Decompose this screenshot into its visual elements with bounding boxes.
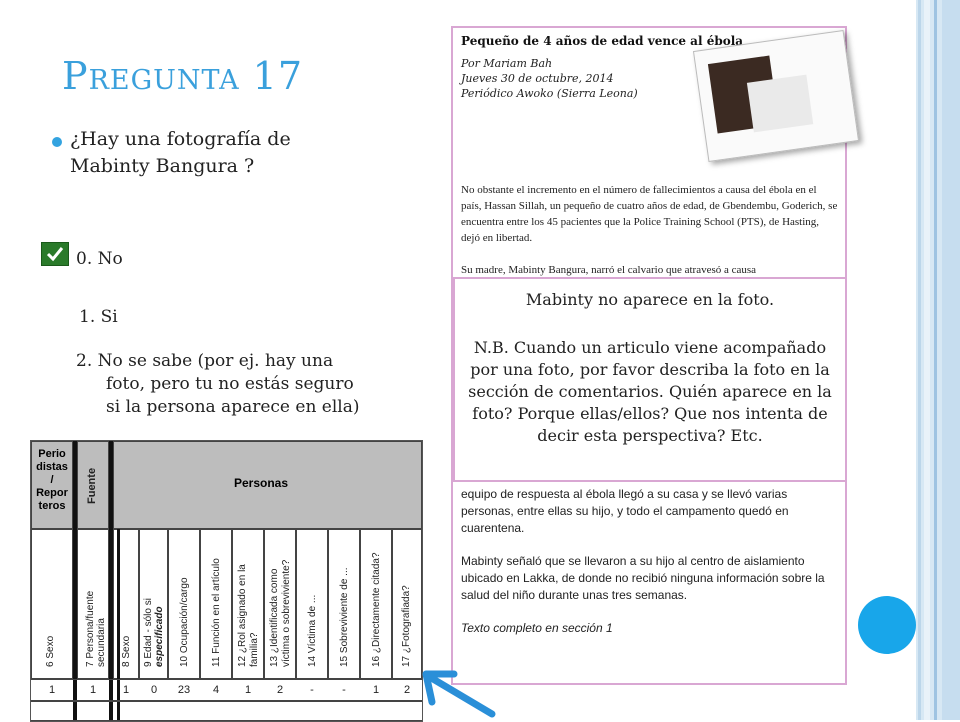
col-label-7b: secundaria	[96, 618, 107, 667]
overlay-note	[453, 277, 847, 482]
right-decorative-bar	[916, 0, 960, 720]
option-2	[76, 350, 386, 419]
slide-title: Pregunta 17	[62, 54, 304, 98]
header-periodistas-l4: Repor	[36, 487, 68, 499]
col-label-13b: víctima o sobreviviente?	[281, 559, 292, 667]
col-label-14: 14 Víctima de ...	[307, 594, 318, 667]
value-12: 1	[244, 684, 252, 696]
col-label-6: 6 Sexo	[45, 635, 56, 667]
value-11: 4	[212, 684, 220, 696]
article-source: Periódico Awoko (Sierra Leona)	[461, 87, 638, 100]
article-title: Pequeño de 4 años de edad vence al ébola	[461, 34, 744, 48]
value-15: -	[342, 684, 346, 696]
decorative-circle	[858, 596, 916, 654]
col-label-12a: 12 ¿Rol asignado en la	[237, 564, 248, 667]
option-0: 0. No	[76, 249, 123, 269]
value-8: 1	[122, 684, 130, 696]
option-2-line-3: si la persona aparece en ella)	[106, 397, 360, 417]
article-paragraph-2: Su madre, Mabinty Bangura, narró el calvario que atravesó a causa	[461, 264, 757, 276]
value-10: 23	[177, 684, 191, 696]
value-16: 1	[372, 684, 380, 696]
article-author: Por Mariam Bah	[461, 57, 553, 70]
col-label-11: 11 Función en el artículo	[211, 558, 222, 667]
header-periodistas-l2: distas	[36, 461, 68, 473]
article-meta	[461, 56, 638, 101]
value-13: 2	[276, 684, 284, 696]
col-label-10: 10 Ocupación/cargo	[179, 577, 190, 667]
bullet-icon	[52, 137, 62, 147]
option-2-line-1: 2. No se sabe (por ej. hay una	[76, 351, 334, 371]
article-body-bottom	[461, 486, 831, 653]
overlay-line-2: N.B. Cuando un articulo viene acompañado por una foto, por favor describa la foto en la sección de comentarios. Quién aparece en la foto? Porque ellas/ellos? Que nos intenta de decir esta perspectiva? Etc.	[468, 338, 832, 445]
article-paragraph-3: equipo de respuesta al ébola llegó a su casa y se llevó varias personas, entre ellas su hijo, y todo el campamento quedó en cuarentena.	[461, 487, 789, 535]
article-paragraph-4: Mabinty señaló que se llevaron a su hijo al centro de aislamiento ubicado en Lakka, de donde no recibió ninguna información sobre la salud del niño durante unas tres semanas.	[461, 554, 825, 602]
checkmark-icon	[41, 242, 69, 266]
col-label-16: 16 ¿Directamente citada?	[371, 552, 382, 667]
col-label-13a: 13 ¿Identificada como	[269, 568, 280, 667]
col-label-12b: familia?	[249, 632, 260, 667]
col-label-9b: especificado	[154, 606, 165, 667]
header-periodistas-l5: teros	[38, 500, 66, 512]
article-paragraph-5: Texto completo en sección 1	[461, 621, 613, 635]
option-2-line-2: foto, pero tu no estás seguro	[106, 374, 354, 394]
value-14: -	[310, 684, 314, 696]
header-fuente-label: Fuente	[86, 467, 98, 504]
option-1: 1. Si	[79, 307, 118, 327]
col-label-9a: 9 Edad - sólo si	[143, 598, 154, 667]
value-9: 0	[150, 684, 158, 696]
value-7: 1	[89, 684, 97, 696]
header-periodistas-l1: Perio	[38, 448, 66, 460]
article-paragraph-1: No obstante el incremento en el número de fallecimientos a causa del ébola en el país, Hassan Sillah, un pequeño de cuatro años de edad, de Gbendembu, Goderich, se encuentra entre los 45 pacientes que la Police Training School (PTS), de Hasting, dejó en libertad.	[461, 184, 838, 244]
col-label-17: 17 ¿Fotografiada?	[401, 585, 412, 667]
overlay-line-1: Mabinty no aparece en la foto.	[525, 290, 775, 309]
col-label-8: 8 Sexo	[121, 635, 132, 667]
article-date: Jueves 30 de octubre, 2014	[461, 72, 614, 85]
col-label-7a: 7 Persona/fuente	[85, 590, 96, 667]
header-periodistas-l3: /	[50, 474, 54, 486]
article-body-top	[461, 182, 839, 278]
value-6: 1	[48, 684, 56, 696]
article-photo	[693, 30, 859, 162]
header-personas-label: Personas	[234, 476, 289, 490]
pointer-arrow-icon	[410, 660, 500, 720]
question-text: ¿Hay una fotografía de Mabinty Bangura ?	[70, 128, 291, 177]
photo-certificate	[747, 75, 813, 133]
coding-table	[30, 440, 423, 722]
header-personas	[113, 441, 422, 529]
col-label-15: 15 Sobreviviente de ...	[339, 567, 350, 667]
value-17: 2	[403, 684, 411, 696]
header-fuente	[77, 441, 109, 529]
header-periodistas	[31, 441, 73, 529]
